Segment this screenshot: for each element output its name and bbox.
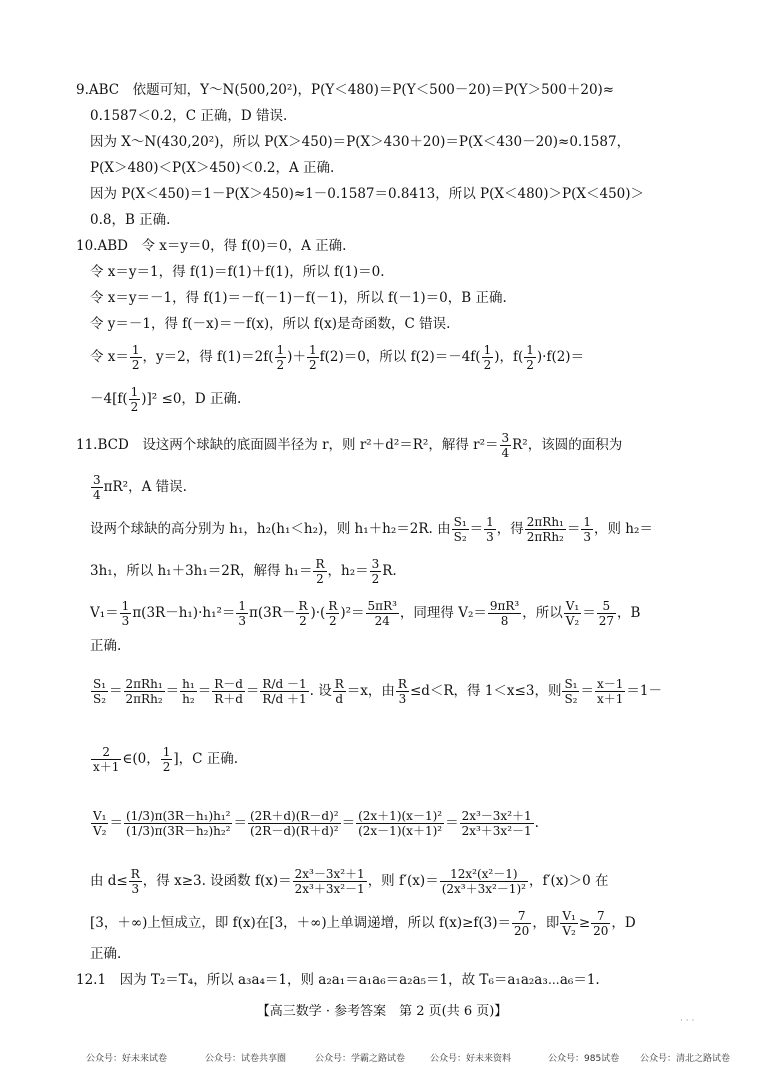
watermark-item: 公众号：试卷共享圈 (205, 1054, 287, 1064)
fraction: $\frac{3}{4}$ (501, 431, 510, 460)
fraction: $\frac{1}{2}$ (276, 343, 285, 372)
fraction: $\frac{R}{2}$ (328, 599, 338, 628)
p11-line7: $\frac{\text{S₁}}{\text{S₂}}$ ＝ $\frac{\text{2πRh₁}}{\text{2πRh₂}}$ ＝ $\frac{\text{h₁}}{\text{h₂}}$ ＝ $\frac{R-d}{R+d}$ ＝ $\frac{R/d -1}{R/d +1}$ . 设 $\frac{R}{d}$ ＝x，由 $\frac{R}{3}$ ≤d＜R，得 1＜x≤3，则 $\frac{\text{S₁}}{\text{S₂}}$ ＝ $\frac{x-1}{x+1}$ ＝1－ (93, 677, 662, 706)
fraction: $\frac{1}{2}$ (162, 745, 171, 774)
corner-mark: · · · (680, 1016, 695, 1026)
fraction: $\frac{1}{3}$ (121, 599, 130, 628)
p9-line1: 9.ABC 依题可知，Y～N(500,20²)，P(Y＜480)＝P(Y＜500－20)＝P(Y＞500＋20)≈ (76, 82, 615, 98)
p12-line1: 12.1 因为 T₂＝T₄，所以 a₃a₄＝1，则 a₂a₁＝a₁a₆＝a₂a₅＝1，故 T₆＝a₁a₂a₃⋯a₆＝1. (76, 972, 600, 988)
problem-number: 9. (76, 82, 89, 98)
fraction: $\frac{\text{12x²(x²－1)}}{\text{(2x³＋3x²－1)²}}$ (441, 867, 526, 896)
p11-line6: 正确. (90, 638, 122, 654)
fraction: $\frac{\text{S₁}}{\text{S₂}}$ (93, 677, 107, 706)
p10-line6: －4[f( $\frac{1}{2}$ )]² ≤0，D 正确. (90, 385, 242, 414)
fraction: $\frac{R}{d}$ (334, 677, 344, 706)
p11-line1: 11.BCD 设这两个球缺的底面圆半径为 r，则 r²＋d²＝R²，解得 r²＝ $\frac{3}{4}$ R²，该圆的面积为 (76, 431, 623, 460)
fraction: $\frac{\text{(2R＋d)(R－d)²}}{\text{(2R－d)(R＋d)²}}$ (249, 809, 339, 838)
p10-line3: 令 x＝y＝－1，得 f(1)＝－f(－1)－f(－1)，所以 f(－1)＝0，B 正确. (90, 290, 507, 306)
p11-line2: $\frac{3}{4}$ πR²，A 错误. (93, 473, 187, 502)
p10-line2: 令 x＝y＝1，得 f(1)＝f(1)＋f(1)，所以 f(1)＝0. (90, 264, 385, 280)
fraction: $\frac{\text{2πRh₁}}{\text{2πRh₂}}$ (526, 515, 564, 544)
fraction: $\frac{3}{2}$ (371, 557, 380, 586)
watermark-item: 公众号：好未来资料 (430, 1054, 512, 1064)
p10-line1: 10.ABD 令 x＝y＝0，得 f(0)＝0，A 正确. (76, 238, 347, 254)
fraction: $\frac{\text{2x³－3x²＋1}}{\text{2x³＋3x²－1}}$ (461, 809, 532, 838)
fraction: $\frac{\text{S₁}}{\text{S₂}}$ (564, 677, 578, 706)
p11-line8: $\frac{2}{x+1}$ ∈(0， $\frac{1}{2}$ ]，C 正确. (93, 745, 239, 774)
p9-line3: 因为 X～N(430,20²)，所以 P(X＞450)＝P(X＞430＋20)＝P(X＜430－20)≈0.1587， (90, 134, 631, 150)
fraction: $\frac{\text{(1/3)π(3R－h₁)h₁²}}{\text{(1/3)π(3R－h₂)h₂²}}$ (125, 809, 231, 838)
fraction: $\frac{\text{V₁}}{\text{V₂}}$ (565, 599, 580, 628)
problem-number: 11. (76, 437, 98, 453)
fraction: $\frac{1}{3}$ (583, 515, 592, 544)
fraction: $\frac{7}{20}$ (593, 909, 609, 938)
fraction: $\frac{\text{5πR³}}{24}$ (367, 599, 397, 628)
fraction: $\frac{R}{3}$ (397, 677, 407, 706)
fraction: $\frac{2}{x+1}$ (93, 745, 120, 774)
fraction: $\frac{\text{S₁}}{\text{S₂}}$ (453, 515, 467, 544)
p11-line11: [3，＋∞)上恒成立，即 f(x)在[3，＋∞)上单调递增，所以 f(x)≥f(3)＝ $\frac{7}{20}$ ，即 $\frac{\text{V₁}}{\text{V₂}}$ ≥ $\frac{7}{20}$ ，D (90, 909, 636, 938)
p9-line5: 因为 P(X＜450)＝1－P(X＞450)≈1－0.1587＝0.8413，所以 P(X＜480)＞P(X＜450)＞ (90, 186, 645, 202)
problem-answer: ABD (97, 238, 128, 254)
fraction: $\frac{1}{2}$ (130, 385, 139, 414)
problem-answer: ABC (88, 82, 120, 98)
fraction: $\frac{\text{2πRh₁}}{\text{2πRh₂}}$ (125, 677, 163, 706)
fraction: $\frac{3}{4}$ (93, 473, 101, 502)
fraction: $\frac{\text{h₁}}{\text{h₂}}$ (182, 677, 195, 706)
fraction: $\frac{5}{27}$ (598, 599, 615, 628)
p9-line6: 0.8，B 正确. (90, 212, 171, 228)
p10-line5: 令 x＝ $\frac{1}{2}$ ，y＝2，得 f(1)＝2f( $\frac{1}{2}$ )＋ $\frac{1}{2}$ f(2)＝0，所以 f(2)＝－4f( $\frac{1}{2}$ )，f( $\frac{1}{2}$ )·f(2)＝ (90, 343, 585, 372)
problem-answer: BCD (97, 437, 129, 453)
fraction: $\frac{1}{3}$ (238, 599, 247, 628)
p10-line4: 令 y＝－1，得 f(－x)＝－f(x)，所以 f(x)是奇函数，C 错误. (90, 316, 451, 332)
fraction: $\frac{1}{2}$ (131, 343, 140, 372)
fraction: $\frac{1}{3}$ (486, 515, 494, 544)
fraction: $\frac{x-1}{x+1}$ (596, 677, 624, 706)
p11-line4: 3h₁，所以 h₁＋3h₁＝2R，解得 h₁＝ $\frac{R}{2}$ ，h₂＝ $\frac{3}{2}$ R. (90, 557, 397, 586)
fraction: $\frac{R-d}{R+d}$ (214, 677, 243, 706)
p11-line5: V₁＝ $\frac{1}{3}$ π(3R－h₁)·h₁²＝ $\frac{1}{3}$ π(3R－ $\frac{R}{2}$ )·( $\frac{R}{2}$ )²＝ $\frac{\text{5πR³}}{24}$ ，同理得 V₂＝ $\frac{\text{9πR³}}{8}$ ，所以 $\frac{\text{V₁}}{\text{V₂}}$ ＝ $\frac{5}{27}$ ，B (90, 599, 641, 628)
fraction: $\frac{R}{2}$ (315, 557, 325, 586)
p11-line10: 由 d≤ $\frac{R}{3}$ ，得 x≥3. 设函数 f(x)＝ $\frac{\text{2x³－3x²＋1}}{\text{2x³＋3x²－1}}$ ，则 f′(x)＝ $\frac{\text{12x²(x²－1)}}{\text{(2x³＋3x²－1)²}}$ ，f′(x)＞0 在 (90, 867, 609, 896)
fraction: $\frac{\text{(2x＋1)(x－1)²}}{\text{(2x－1)(x＋1)²}}$ (358, 809, 443, 838)
fraction: $\frac{\text{9πR³}}{8}$ (489, 599, 520, 628)
fraction: $\frac{1}{2}$ (483, 343, 492, 372)
p9-line4: P(X＞480)＜P(X＞450)＜0.2，A 正确. (90, 160, 335, 176)
fraction: $\frac{R}{3}$ (130, 867, 140, 896)
p9-line2: 0.1587＜0.2，C 正确，D 错误. (90, 108, 288, 124)
fraction: $\frac{\text{V₁}}{\text{V₂}}$ (562, 909, 576, 938)
fraction: $\frac{R/d -1}{R/d +1}$ (262, 677, 307, 706)
watermark-item: 公众号：985试卷 (548, 1054, 620, 1064)
p11-line9: $\frac{\text{V₁}}{\text{V₂}}$ ＝ $\frac{\text{(1/3)π(3R－h₁)h₁²}}{\text{(1/3)π(3R－h₂)h₂²}}$ ＝ $\frac{\text{(2R＋d)(R－d)²}}{\text{(2R－d)(R＋d)²}}$ ＝ $\frac{\text{(2x＋1)(x－1)²}}{\text{(2x－1)(x＋1)²}}$ ＝ $\frac{\text{2x³－3x²＋1}}{\text{2x³＋3x²－1}}$ . (93, 809, 539, 838)
watermark-item: 公众号：清北之路试卷 (640, 1054, 731, 1064)
fraction: $\frac{1}{2}$ (526, 343, 534, 372)
fraction: $\frac{7}{20}$ (514, 909, 530, 938)
fraction: $\frac{\text{V₁}}{\text{V₂}}$ (93, 809, 107, 838)
problem-number: 12. (76, 972, 98, 988)
watermark-item: 公众号：好未来试卷 (86, 1054, 168, 1064)
watermark-item: 公众号：学霸之路试卷 (315, 1054, 406, 1064)
fraction: $\frac{\text{2x³－3x²＋1}}{\text{2x³＋3x²－1}}$ (294, 867, 365, 896)
problem-answer: 1 (97, 972, 107, 988)
page-footer: 【高三数学 · 参考答案 第 2 页(共 6 页)】 (256, 1004, 508, 1019)
fraction: $\frac{1}{2}$ (308, 343, 317, 372)
problem-number: 10. (76, 238, 98, 254)
fraction: $\frac{R}{2}$ (298, 599, 308, 628)
p11-line12: 正确. (90, 946, 122, 962)
p11-line3: 设两个球缺的高分别为 h₁，h₂(h₁＜h₂)，则 h₁＋h₂＝2R. 由 $\frac{\text{S₁}}{\text{S₂}}$ ＝ $\frac{1}{3}$ ，得 $\frac{\text{2πRh₁}}{\text{2πRh₂}}$ ＝ $\frac{1}{3}$ ，则 h₂＝ (90, 515, 653, 544)
